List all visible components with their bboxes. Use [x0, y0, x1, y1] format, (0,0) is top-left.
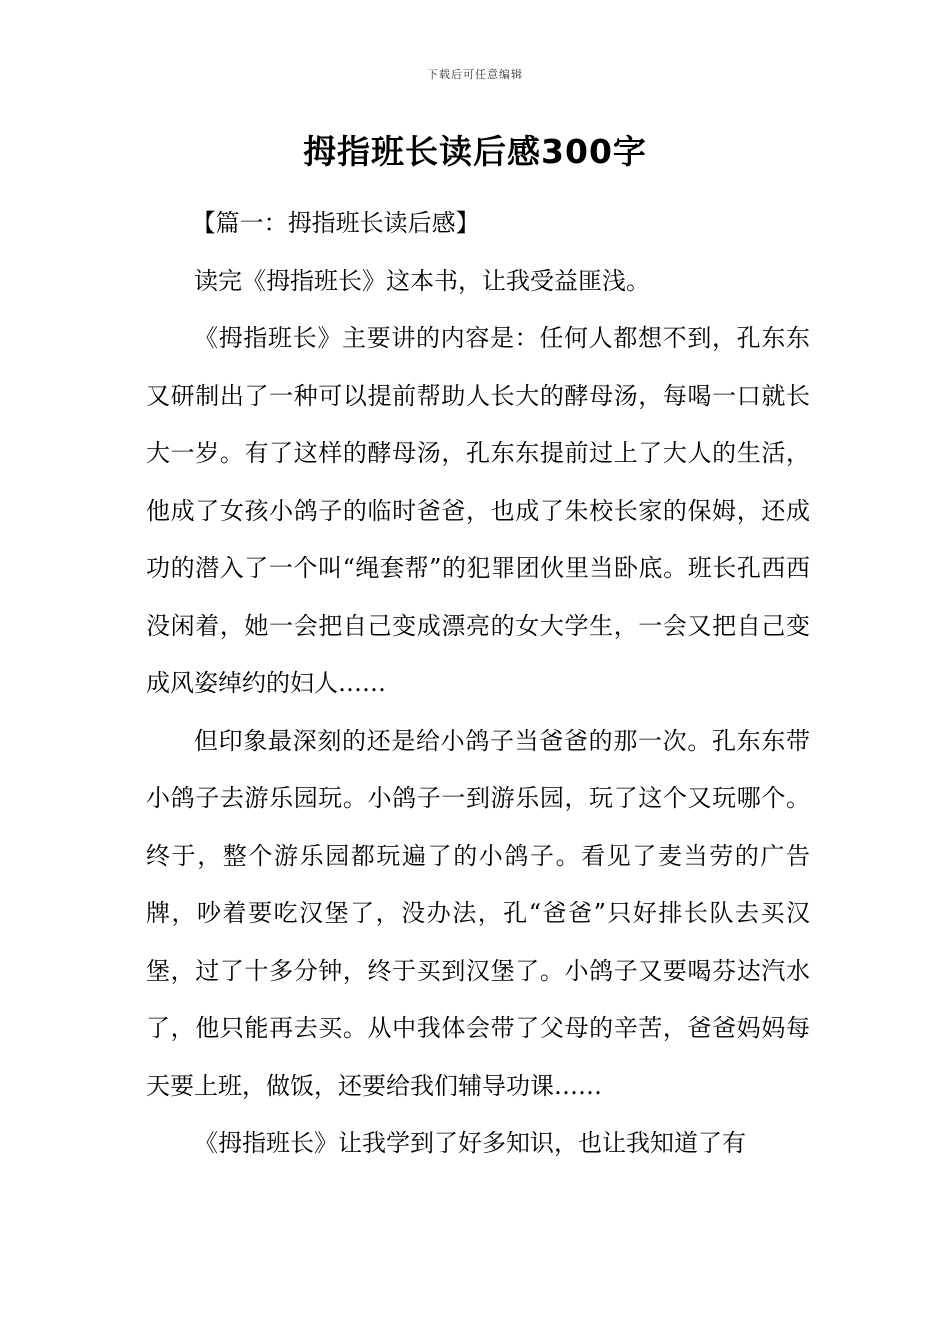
paragraph: 但印象最深刻的还是给小鸽子当爸爸的那一次。孔东东带小鸽子去游乐园玩。小鸽子一到游乐园，玩了这个又玩哪个。终于，整个游乐园都玩遍了的小鸽子。看见了麦当劳的广告牌，吵着要吃汉堡了，没办法，孔“爸爸”只好排长队去买汉堡，过了十多分钟，终于买到汉堡了。小鸽子又要喝芬达汽水了，他只能再去买。从中我体会带了父母的辛苦，爸爸妈妈每天要上班，做饭，还要给我们辅导功课……: [146, 726, 810, 1100]
document-title: 拇指班长读后感300字: [303, 132, 647, 171]
document-body: [146, 195, 810, 1173]
paragraph: 《拇指班长》主要讲的内容是：任何人都想不到，孔东东又研制出了一种可以提前帮助人长大的酵母汤，每喝一口就长大一岁。有了这样的酵母汤，孔东东提前过上了大人的生活，他成了女孩小鸽子的临时爸爸，也成了朱校长家的保姆，还成功的潜入了一个叫“绳套帮”的犯罪团伙里当卧底。班长孔西西没闲着，她一会把自己变成漂亮的女大学生，一会又把自己变成风姿绰约的妇人……: [146, 324, 810, 697]
page-header-note: 下载后可任意编辑: [427, 68, 523, 81]
paragraph: 《拇指班长》让我学到了好多知识，也让我知道了有: [194, 1129, 746, 1157]
paragraph: 读完《拇指班长》这本书，让我受益匪浅。: [194, 266, 650, 295]
section-heading: 【篇一：拇指班长读后感】: [191, 209, 480, 237]
